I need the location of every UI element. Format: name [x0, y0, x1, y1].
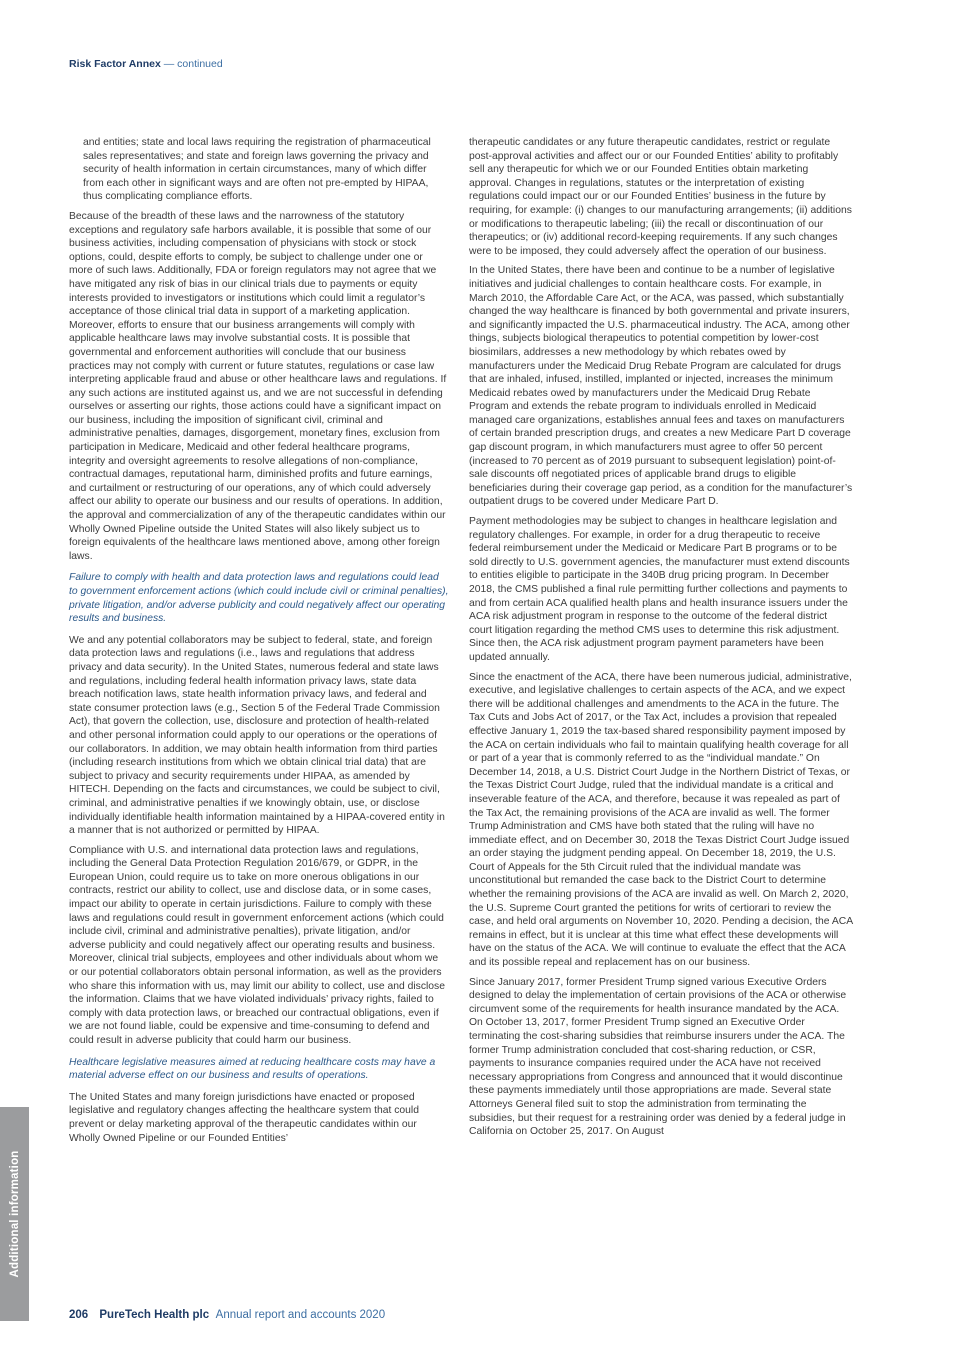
- paragraph: We and any potential collaborators may be subject to federal, state, and foreign data protection laws and regulations (i.e., laws and regulations that address privacy and data security). In the United States, numerous federal and state laws and regulations, including federal health information privacy laws, state data breach notification laws, state health information privacy laws, and federal and state consumer protection laws (e.g., Section 5 of the Federal Trade Commission Act), that govern the collection, use, disclosure and protection of health-related and other personal information could apply to our operations or the operations of our collaborators. In addition, we may obtain health information from third parties (including research institutions from which we obtain clinical trial data) that are subject to privacy and security requirements under HIPAA, as amended by HITECH. Depending on the facts and circumstances, we could be subject to civil, criminal, and administrative penalties if we knowingly obtain, use, or disclose individually identifiable health information maintained by a HIPAA-covered entity in a manner that is not authorized or permitted by HIPAA.: [69, 634, 445, 837]
- section-side-tab: [0, 1107, 29, 1321]
- right-column: [469, 136, 853, 1145]
- page-number: 206: [69, 1309, 89, 1321]
- paragraph: The United States and many foreign jurisdictions have enacted or proposed legislative and regulatory changes affecting the healthcare system that could prevent or delay marketing approval of the therapeutic candidates within our Wholly Owned Pipeline or our Founded Entities’: [69, 1091, 419, 1144]
- paragraph: In the United States, there have been and continue to be a number of legislative initiatives and judicial challenges to contain healthcare costs. For example, in March 2010, the Affordable Care Act, or the ACA, was passed, which substantially changed the way healthcare is financed by both governmental and private insurers, and significantly impacted the U.S. pharmaceutical industry. The ACA, among other things, subjects biological therapeutics to potential competition by lower-cost biosimilars, addresses a new methodology by which rebates owed by manufacturers under the Medicaid Drug Rebate Program are calculated for drugs that are inhaled, infused, instilled, implanted or injected, increases the minimum Medicaid rebates owed by manufacturers under the Medicaid Drug Rebate Program and extends the rebate program to individuals enrolled in Medicaid managed care organizations, establishes annual fees and taxes on manufacturers of certain branded prescription drugs, and creates a new Medicare Part D coverage gap discount program, in which manufacturers must agree to offer 50 percent (increased to 70 percent as of 2019 pursuant to subsequent legislation) point-of-sale discounts off negotiated prices of applicable brand drugs to eligible beneficiaries during their coverage gap period, as a condition for the manufacturer’s outpatient drugs to be covered under Medicare Part D.: [469, 265, 853, 508]
- paragraph: Since January 2017, former President Trump signed various Executive Orders designed to delay the implementation of certain provisions of the ACA or otherwise circumvent some of the requirements for health insurance mandated by the ACA. On October 13, 2017, former President Trump signed an Executive Order terminating the cost-sharing subsidies that reimburse insurers under the ACA. The former Trump administration concluded that cost-sharing reduction, or CSR, payments to insurance companies required under the ACA have not received necessary appropriations from Congress and announced that it would discontinue these payments immediately until those appropriations are made. Several state Attorneys General filed suit to stop the administration from terminating the subsidies, but their request for a restraining order was denied by a federal judge in California on October 25, 2017. On August: [469, 976, 847, 1138]
- left-column: [69, 136, 449, 1151]
- header-title: Risk Factor Annex: [69, 58, 161, 70]
- paragraph: Compliance with U.S. and international data protection laws and regulations, including the General Data Protection Regulation 2016/679, or GDPR, in the European Union, could require us to take on more onerous obligations in our contracts, restrict our ability to collect, use and disclose data, or in some cases, impact our ability to operate in certain jurisdictions. Failure to comply with these laws and regulations could result in government enforcement actions (which could include civil, criminal and administrative penalties), private litigation, and/or adverse publicity and could negatively affect our operating results and business. Moreover, clinical trial subjects, employees and other individuals about whom we or our potential collaborators obtain personal information, as well as the providers who share this information with us, may limit our ability to collect, use and disclose the information. Claims that we have violated individuals’ privacy rights, failed to comply with data protection laws, or breached our contractual obligations, even if we are not found liable, could be expensive and time-consuming to defend and could result in adverse publicity that could harm our business.: [69, 844, 445, 1046]
- side-tab-label: Additional information: [8, 1150, 21, 1278]
- company-name: PureTech Health plc: [99, 1309, 210, 1321]
- header-suffix: — continued: [163, 58, 223, 70]
- page-footer: [69, 1309, 385, 1321]
- paragraph: Since the enactment of the ACA, there have been numerous judicial, administrative, executive, and legislative challenges to certain aspects of the ACA, and we expect there will be additional challenges and amendments to the ACA in the future. The Tax Cuts and Jobs Act of 2017, or the Tax Act, includes a provision that repealed effective January 1, 2019 the tax-based shared responsibility payment imposed by the ACA on certain individuals who fail to maintain qualifying health coverage for all or part of a year that is commonly referred to as the “individual mandate.” On December 14, 2018, a U.S. District Court Judge in the Northern District of Texas, or the Texas District Court Judge, ruled that the individual mandate is a critical and inseverable feature of the ACA, and therefore, because it was repealed as part of the Tax Act, the remaining provisions of the ACA are invalid as well. The former Trump Administration and CMS have both stated that the ruling will have no immediate effect, and on December 30, 2018 the Texas District Court Judge issued an order staying the judgment pending appeal. On December 18, 2019, the U.S. Court of Appeals for the 5th Circuit ruled that the individual mandate was unconstitutional but remanded the case back to the District Court to determine whether the remaining provisions of the ACA are invalid as well. On March 2, 2020, the U.S. Supreme Court granted the petitions for writs of certiorari to review the case, and held oral arguments on November 10, 2020. Pending a decision, the ACA remains in effect, but it is unclear at this time what effect these developments will have on the status of the ACA. We will continue to evaluate the effect that the ACA and its possible repeal and replacement has on our business.: [469, 671, 853, 969]
- paragraph: and entities; state and local laws requiring the registration of pharmaceutical sales representatives; and state and foreign laws governing the privacy and security of health information in certain circumstances, many of which differ from each other in significant ways and are often not pre-empted by HIPAA, thus complicating compliance efforts.: [83, 137, 431, 203]
- paragraph: Payment methodologies may be subject to changes in healthcare legislation and regulatory challenges. For example, in order for a drug therapeutic to receive federal reimbursement under the Medicaid or Medicare Part B programs or to be sold directly to U.S. government agencies, the manufacturer must extend discounts to entities eligible to participate in the 340B drug pricing program. In December 2018, the CMS published a final rule permitting further collections and payments to and from certain ACA qualified health plans and health insurance issuers under the ACA risk adjustment program in response to the outcome of the federal district court litigation regarding the method CMS uses to determine this risk adjustment. Since then, the ACA risk adjustment program payment parameters have been updated annually.: [469, 516, 850, 663]
- paragraph: therapeutic candidates or any future therapeutic candidates, restrict or regulate post-approval activities and affect our or our Founded Entities’ ability to profitably sell any therapeutic for which we or our Founded Entities obtain marketing approval. Changes in regulations, statutes or the interpretation of existing regulations could impact our or our Founded Entities’ business in the future by requiring, for example: (i) changes to our manufacturing arrangements; (ii) additions or modifications to therapeutic labeling; (iii) the recall or discontinuation of our therapeutics; or (iv) additional record-keeping requirements. If any such changes were to be imposed, they could adversely affect the operation of our business.: [469, 137, 852, 257]
- report-title: Annual report and accounts 2020: [215, 1309, 386, 1321]
- running-header: [69, 58, 223, 70]
- risk-heading: Healthcare legislative measures aimed at reducing healthcare costs may have a material adverse effect on our business and results of operations.: [69, 1056, 436, 1082]
- risk-heading: Failure to comply with health and data protection laws and regulations could lead to government enforcement actions (which could include civil or criminal penalties), private litigation, and/or adverse publicity and could negatively affect our operating results and business.: [69, 572, 449, 625]
- paragraph: Because of the breadth of these laws and the narrowness of the statutory exceptions and regulatory safe harbors available, it is possible that some of our business activities, including compensation of physicians with stock or stock options, could, despite efforts to comply, be subject to challenge under one or more of such laws. Additionally, FDA or foreign regulators may not agree that we have mitigated any risk of bias in our clinical trials due to payments or equity interests provided to investigators or institutions which could limit a regulator’s acceptance of those clinical trial data in support of a marketing application. Moreover, efforts to ensure that our business arrangements will comply with applicable healthcare laws may involve substantial costs. It is possible that governmental and enforcement authorities will conclude that our business practices may not comply with current or future statutes, regulations or case law interpreting applicable fraud and abuse or other healthcare laws and regulations. If any such actions are instituted against us, and we are not successful in defending ourselves or asserting our rights, those actions could have a significant impact on our business, including the imposition of significant civil, criminal and administrative penalties, damages, disgorgement, monetary fines, exclusion from participation in Medicare, Medicaid and other federal healthcare programs, integrity and oversight agreements to resolve allegations of non-compliance, contractual damages, reputational harm, diminished profits and future earnings, and curtailment or restructuring of our operations, any of which could adversely affect our ability to operate our business and our results of operations. In addition, the approval and commercialization of any of the therapeutic candidates within our Wholly Owned Pipeline outside the United States will also likely subject us to foreign equivalents of the healthcare laws mentioned above, among other foreign laws.: [69, 210, 447, 562]
